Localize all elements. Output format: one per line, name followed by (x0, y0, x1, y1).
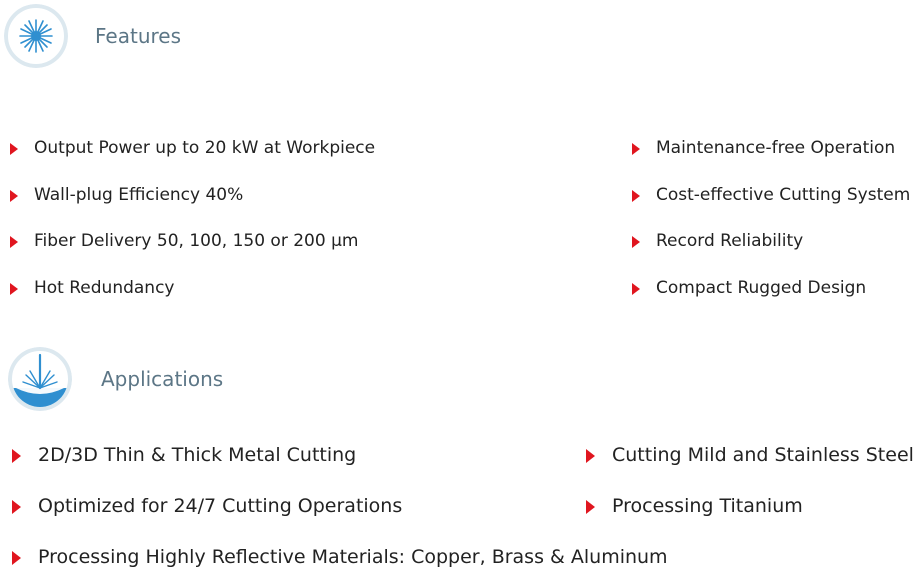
feature-text: Wall-plug Efficiency 40% (34, 185, 244, 205)
feature-text: Hot Redundancy (34, 278, 175, 298)
application-item-metal-cutting (12, 446, 356, 465)
bullet-icon (586, 500, 595, 514)
bullet-icon (12, 551, 21, 565)
bullet-icon (632, 236, 640, 248)
bullet-icon (10, 190, 18, 202)
feature-text: Cost-effective Cutting System (656, 185, 911, 205)
feature-text: Record Reliability (656, 231, 804, 251)
laser-burst-icon (4, 4, 68, 68)
bullet-icon (632, 190, 640, 202)
application-text: 2D/3D Thin & Thick Metal Cutting (38, 444, 357, 466)
bullet-icon (12, 449, 21, 463)
feature-item-maintenance-free (632, 140, 895, 157)
feature-text: Fiber Delivery 50, 100, 150 or 200 µm (34, 231, 359, 251)
feature-item-cost-effective (632, 187, 910, 204)
bullet-icon (632, 143, 640, 155)
application-item-mild-stainless-steel (586, 446, 914, 465)
feature-item-record-reliability (632, 233, 803, 250)
bullet-icon (586, 449, 595, 463)
application-text: Cutting Mild and Stainless Steel (612, 444, 914, 466)
feature-item-fiber-delivery (10, 233, 358, 250)
application-text: Optimized for 24/7 Cutting Operations (38, 495, 403, 517)
bullet-icon (632, 283, 640, 295)
feature-text: Maintenance-free Operation (656, 138, 896, 158)
features-title: Features (95, 24, 181, 48)
application-item-cutting-operations (12, 497, 402, 516)
application-text: Processing Highly Reflective Materials: Copper, Brass & Aluminum (38, 546, 668, 568)
applications-title: Applications (101, 367, 224, 391)
bullet-icon (10, 143, 18, 155)
feature-text: Compact Rugged Design (656, 278, 867, 298)
application-item-processing-titanium (586, 497, 803, 516)
application-text: Processing Titanium (612, 495, 803, 517)
application-item-reflective-materials (12, 548, 668, 567)
feature-item-compact-rugged (632, 280, 866, 297)
laser-beam-surface-icon (8, 347, 72, 411)
bullet-icon (12, 500, 21, 514)
feature-item-output-power (10, 140, 375, 157)
feature-text: Output Power up to 20 kW at Workpiece (34, 138, 376, 158)
bullet-icon (10, 283, 18, 295)
feature-item-wall-plug-efficiency (10, 187, 243, 204)
feature-item-hot-redundancy (10, 280, 175, 297)
bullet-icon (10, 236, 18, 248)
